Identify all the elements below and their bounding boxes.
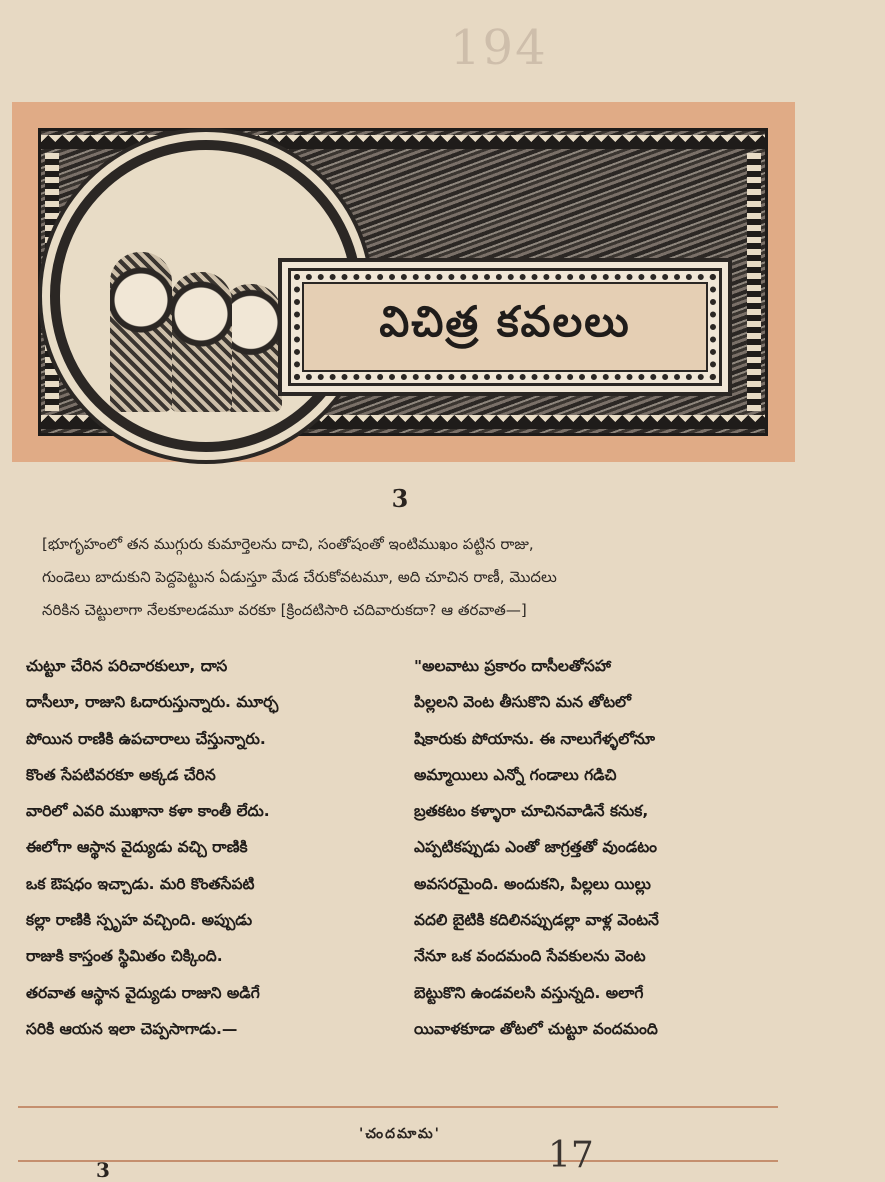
text-line: అమ్మాయిలు ఎన్నో గండాలు గడిచి — [414, 765, 617, 784]
text-line: "అలవాటు ప్రకారం దాసీలతోసహా — [414, 657, 611, 675]
text-line: తరవాత ఆస్థాన వైద్యుడు రాజుని అడిగే — [26, 983, 260, 1002]
summary-line: గుండెలు బాదుకుని పెద్దపెట్టున ఏడుస్తూ మేడ చేరుకోవటమూ, అది చూచిన రాణీ, మొదలు — [42, 568, 557, 586]
border-pattern-top — [41, 135, 765, 149]
recap-summary — [42, 528, 782, 627]
handwritten-page-number: 17 — [548, 1135, 594, 1176]
text-line: ఈలోగా ఆస్థాన వైద్యుడు వచ్చి రాణికి — [26, 838, 248, 857]
footer-rule-top — [18, 1106, 778, 1108]
faded-page-mark: 194 — [450, 20, 548, 76]
magazine-name: 'చందమామ' — [359, 1126, 441, 1142]
text-line: పిల్లలని వెంట తీసుకొని మన తోటలో — [414, 693, 631, 712]
text-line: వారిలో ఎవరి ముఖానా కళా కాంతీ లేదు. — [26, 802, 270, 821]
text-line: కల్లా రాణికి స్పృహ వచ్చింది. అప్పుడు — [26, 911, 253, 930]
text-line: ఎప్పటికప్పుడు ఎంతో జాగ్రత్తతో వుండటం — [414, 838, 658, 857]
chapter-number: 3 — [391, 484, 409, 513]
summary-line: నరికిన చెట్టులాగా నేలకూలడమూ వరకూ [క్రిందటిసారి చదివారుకదా? ఆ తరవాత—] — [42, 601, 527, 619]
text-line: బ్రతకటం కళ్ళారా చూచినవాడినే కనుక, — [414, 802, 649, 821]
text-line: పోయిన రాణికి ఉపచారాలు చేస్తున్నారు. — [26, 729, 266, 748]
text-line: యివాళకూడా తోటలో చుట్టూ వందమంది — [414, 1019, 658, 1038]
footer-rule-bottom — [18, 1160, 778, 1162]
girl-figure — [170, 272, 232, 412]
border-pattern-right — [747, 153, 761, 411]
girl-figure — [110, 252, 172, 412]
text-line: నేనూ ఒక వందమంది సేవకులను వెంట — [414, 947, 646, 966]
text-line: సరికి ఆయన ఇలా చెప్పసాగాడు.— — [26, 1019, 238, 1038]
title-frame — [278, 258, 732, 396]
text-line: రాజుకి కాస్తంత స్థిమితం చిక్కింది. — [26, 947, 223, 966]
page-folio: 3 — [96, 1158, 110, 1182]
text-line: చుట్టూ చేరిన పరిచారకులూ, దాస — [26, 657, 228, 675]
text-line: బెట్టుకొని ఉండవలసి వస్తున్నది. అలాగే — [414, 983, 644, 1002]
story-title: విచిత్ర కవలలు — [379, 297, 631, 346]
text-line: వదలి బైటికి కదిలినప్పుడల్లా వాళ్ల వెంటనే — [414, 911, 659, 930]
right-column — [414, 648, 784, 1047]
left-column — [26, 648, 394, 1047]
text-line: దాసీలూ, రాజుని ఓదారుస్తున్నారు. మూర్ఛ — [26, 693, 279, 712]
text-line: కొంత సేపటివరకూ అక్కడ చేరిన — [26, 765, 216, 784]
summary-line: [భూగృహంలో తన ముగ్గురు కుమార్తెలను దాచి, సంతోషంతో ఇంటిముఖం పట్టిన రాజు, — [42, 535, 534, 553]
title-panel — [302, 282, 708, 372]
text-line: అవసరమైంది. అందుకని, పిల్లలు యిల్లు — [414, 874, 651, 893]
text-line: షికారుకు పోయాను. ఈ నాలుగేళ్ళలోనూ — [414, 729, 655, 748]
text-line: ఒక ఔషధం ఇచ్చాడు. మరి కొంతసేపటి — [26, 874, 255, 893]
